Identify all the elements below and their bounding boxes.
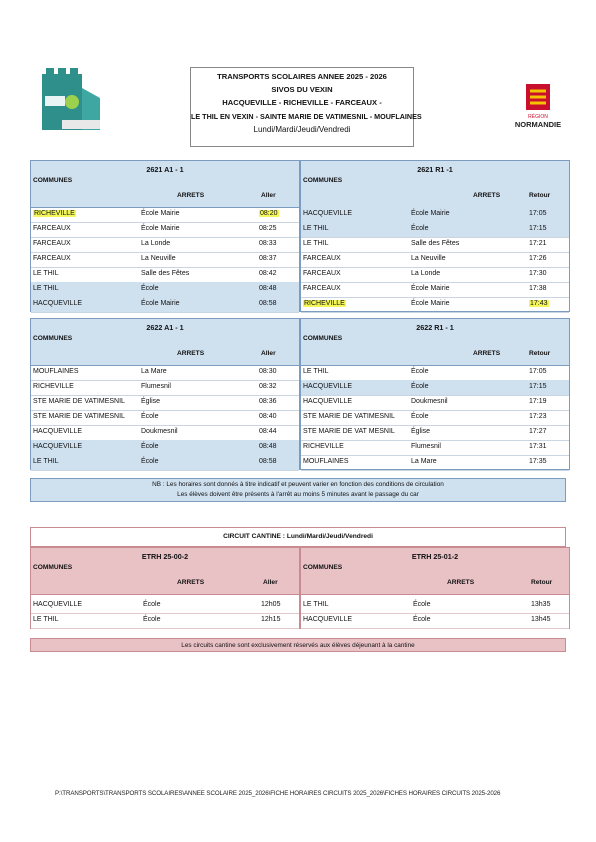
table-row (31, 613, 299, 629)
arrets-label: ARRETS (177, 350, 205, 357)
commune-cell: LE THIL (303, 368, 329, 375)
time-label: Retour (529, 192, 551, 199)
time-cell: 12h05 (261, 601, 281, 608)
time-cell: 08:20 (260, 210, 278, 217)
arret-cell: Salle des Fêtes (411, 240, 460, 247)
circuit-code: 2622 A1 - 1 (146, 323, 184, 332)
arret-cell: Doukmesnil (141, 428, 178, 435)
time-label: Aller (261, 350, 276, 357)
table-header (31, 319, 299, 366)
table-header (31, 161, 299, 208)
communes-label: COMMUNES (303, 335, 343, 342)
arret-cell: La Neuville (411, 255, 446, 262)
table-row (301, 395, 569, 411)
arret-cell: École (413, 616, 431, 623)
time-cell: 17:30 (529, 270, 547, 277)
time-cell: 17:27 (529, 428, 547, 435)
table-row (31, 425, 299, 441)
timetable-2621-a1 (30, 160, 300, 312)
table-row (31, 222, 299, 238)
commune-cell: LE THIL (33, 616, 59, 623)
time-cell: 17:43 (530, 300, 548, 307)
time-cell: 08:25 (259, 225, 277, 232)
time-cell: 08:33 (259, 240, 277, 247)
arrets-label: ARRETS (473, 350, 501, 357)
notice-line-2: Les élèves doivent être présents à l'arrêt au moins 5 minutes avant le passage du car (177, 491, 419, 498)
circuit-code: ETRH 25-00-2 (141, 552, 189, 561)
table-row (31, 365, 299, 381)
arret-cell: La Neuville (141, 255, 176, 262)
table-row (301, 252, 569, 268)
time-label: Aller (261, 192, 276, 199)
time-cell: 08:44 (259, 428, 277, 435)
svg-text:NORMANDIE: NORMANDIE (514, 120, 562, 129)
commune-cell: HACQUEVILLE (303, 616, 353, 623)
time-label: Aller (263, 579, 278, 586)
commune-cell: HACQUEVILLE (33, 601, 83, 608)
cantine-notice: Les circuits cantine sont exclusivement réservés aux élèves déjeunant à la cantine (30, 638, 566, 652)
table-row (301, 222, 569, 238)
time-cell: 17:15 (529, 383, 547, 390)
time-cell: 17:35 (529, 458, 547, 465)
commune-cell: LE THIL (303, 225, 329, 232)
commune-cell: RICHEVILLE (33, 383, 74, 390)
header-days: Lundi/Mardi/Jeudi/Vendredi (253, 124, 351, 134)
table-row (31, 455, 299, 471)
table-row (31, 440, 299, 456)
commune-cell: RICHEVILLE (303, 443, 344, 450)
commune-cell: MOUFLAINES (303, 458, 349, 465)
arret-cell: École (411, 225, 429, 232)
commune-cell: LE THIL (303, 601, 329, 608)
table-row (31, 267, 299, 283)
communes-label: COMMUNES (33, 564, 73, 571)
arret-cell: École Mairie (141, 300, 180, 307)
cantine-table-aller (30, 547, 300, 629)
cantine-title: CIRCUIT CANTINE : Lundi/Mardi/Jeudi/Vendredi (30, 527, 566, 547)
commune-cell: LE THIL (33, 285, 59, 292)
commune-cell: STE MARIE DE VATIMESNIL (303, 413, 395, 420)
arret-cell: Flumesnil (411, 443, 441, 450)
table-row (31, 297, 299, 313)
commune-cell: HACQUEVILLE (33, 443, 83, 450)
table-row (301, 282, 569, 298)
commune-cell: FARCEAUX (33, 255, 71, 262)
table-row (31, 252, 299, 268)
timetable-2622-a1 (30, 318, 300, 470)
table-row (301, 365, 569, 381)
time-cell: 08:48 (259, 285, 277, 292)
commune-cell: MOUFLAINES (33, 368, 79, 375)
arret-cell: École Mairie (141, 225, 180, 232)
table-row (31, 598, 299, 614)
table-row (301, 267, 569, 283)
table-row (31, 207, 299, 223)
arret-cell: École (141, 458, 159, 465)
arrets-label: ARRETS (177, 192, 205, 199)
time-cell: 08:30 (259, 368, 277, 375)
svg-text:RÉGION: RÉGION (528, 114, 548, 120)
region-normandie-logo (512, 82, 568, 130)
cantine-table-retour (300, 547, 570, 629)
table-header (301, 319, 569, 366)
circuit-code: 2621 A1 - 1 (146, 165, 184, 174)
arrets-label: ARRETS (177, 579, 205, 586)
time-cell: 17:15 (529, 225, 547, 232)
table-row (31, 395, 299, 411)
time-label: Retour (529, 350, 551, 357)
commune-cell: LE THIL (33, 270, 59, 277)
horaires-notice (30, 478, 566, 502)
time-cell: 08:58 (259, 458, 277, 465)
arret-cell: École Mairie (141, 210, 180, 217)
table-row (301, 237, 569, 253)
commune-cell: HACQUEVILLE (303, 398, 353, 405)
time-cell: 08:37 (259, 255, 277, 262)
header-line-2: SIVOS DU VEXIN (271, 85, 333, 95)
time-cell: 17:19 (529, 398, 547, 405)
time-cell: 17:31 (529, 443, 547, 450)
header-line-4: LE THIL EN VEXIN - SAINTE MARIE DE VATIMESNIL - MOUFLAINES (191, 111, 422, 121)
table-row (31, 282, 299, 298)
table-row (301, 598, 569, 614)
arret-cell: École (411, 383, 429, 390)
timetable-2622-r1 (300, 318, 570, 470)
commune-cell: FARCEAUX (33, 240, 71, 247)
arret-cell: Salle des Fêtes (141, 270, 190, 277)
arrets-label: ARRETS (447, 579, 475, 586)
commune-cell: STE MARIE DE VATIMESNIL (33, 398, 125, 405)
arret-cell: École Mairie (411, 210, 450, 217)
commune-cell: FARCEAUX (303, 255, 341, 262)
time-cell: 08:32 (259, 383, 277, 390)
commune-cell: HACQUEVILLE (33, 300, 83, 307)
time-label: Retour (531, 579, 553, 586)
table-row (31, 237, 299, 253)
table-header (301, 548, 569, 595)
commune-cell: LE THIL (33, 458, 59, 465)
notice-line-1: NB : Les horaires sont donnés à titre indicatif et peuvent varier en fonction des conditions de circulation (152, 481, 444, 488)
arret-cell: École Mairie (411, 285, 450, 292)
table-row (301, 207, 569, 223)
communes-label: COMMUNES (303, 564, 343, 571)
timetable-2621-r1 (300, 160, 570, 312)
header-line-3: HACQUEVILLE - RICHEVILLE - FARCEAUX - (222, 98, 382, 108)
arret-cell: École (413, 601, 431, 608)
file-path-footer: P:\TRANSPORTS\TRANSPORTS SCOLAIRES\ANNEE SCOLAIRE 2025_2026\FICHE HORAIRES CIRCUITS 2025_2026\FICHES HORAIRES CIRCUITS 2025-2026 (55, 790, 501, 797)
table-row (31, 380, 299, 396)
commune-cell: FARCEAUX (303, 270, 341, 277)
communes-label: COMMUNES (33, 177, 73, 184)
table-row (301, 440, 569, 456)
arret-cell: Flumesnil (141, 383, 171, 390)
commune-cell: STE MARIE DE VAT MESNIL (303, 428, 395, 435)
header-line-1: TRANSPORTS SCOLAIRES ANNEE 2025 - 2026 (217, 72, 387, 81)
table-row (301, 425, 569, 441)
arret-cell: La Londe (141, 240, 171, 247)
table-row (301, 297, 569, 313)
arret-cell: École (143, 601, 161, 608)
arret-cell: Église (411, 428, 431, 435)
table-row (301, 613, 569, 629)
commune-cell: RICHEVILLE (304, 300, 345, 307)
commune-cell: HACQUEVILLE (33, 428, 83, 435)
time-cell: 17:26 (529, 255, 547, 262)
table-row (301, 380, 569, 396)
vexin-normand-logo (42, 68, 104, 136)
commune-cell: FARCEAUX (33, 225, 71, 232)
communes-label: COMMUNES (33, 335, 73, 342)
arret-cell: Église (141, 398, 161, 405)
time-cell: 17:23 (529, 413, 547, 420)
commune-cell: STE MARIE DE VATIMESNIL (33, 413, 125, 420)
table-row (301, 410, 569, 426)
communes-label: COMMUNES (303, 177, 343, 184)
arret-cell: École (411, 368, 429, 375)
time-cell: 12h15 (261, 616, 281, 623)
commune-cell: LE THIL (303, 240, 329, 247)
arret-cell: La Mare (141, 368, 167, 375)
arrets-label: ARRETS (473, 192, 501, 199)
arret-cell: Doukmesnil (411, 398, 448, 405)
time-cell: 17:38 (529, 285, 547, 292)
document-header (190, 67, 422, 147)
arret-cell: École (141, 443, 159, 450)
arret-cell: École (141, 413, 159, 420)
time-cell: 08:42 (259, 270, 277, 277)
time-cell: 13h45 (531, 616, 551, 623)
commune-cell: FARCEAUX (303, 285, 341, 292)
arret-cell: École (411, 413, 429, 420)
time-cell: 08:58 (259, 300, 277, 307)
time-cell: 08:36 (259, 398, 277, 405)
time-cell: 17:05 (529, 368, 547, 375)
arret-cell: La Mare (411, 458, 437, 465)
time-cell: 17:05 (529, 210, 547, 217)
time-cell: 17:21 (529, 240, 547, 247)
time-cell: 08:40 (259, 413, 277, 420)
commune-cell: HACQUEVILLE (303, 210, 353, 217)
circuit-code: ETRH 25-01-2 (411, 552, 459, 561)
arret-cell: École (143, 616, 161, 623)
table-row (301, 455, 569, 471)
arret-cell: École (141, 285, 159, 292)
circuit-code: 2622 R1 - 1 (416, 323, 454, 332)
arret-cell: École Mairie (411, 300, 450, 307)
arret-cell: La Londe (411, 270, 441, 277)
commune-cell: RICHEVILLE (34, 210, 75, 217)
circuit-code: 2621 R1 -1 (417, 165, 453, 174)
table-header (301, 161, 569, 208)
time-cell: 08:48 (259, 443, 277, 450)
time-cell: 13h35 (531, 601, 551, 608)
commune-cell: HACQUEVILLE (303, 383, 353, 390)
table-row (31, 410, 299, 426)
table-header (31, 548, 299, 595)
